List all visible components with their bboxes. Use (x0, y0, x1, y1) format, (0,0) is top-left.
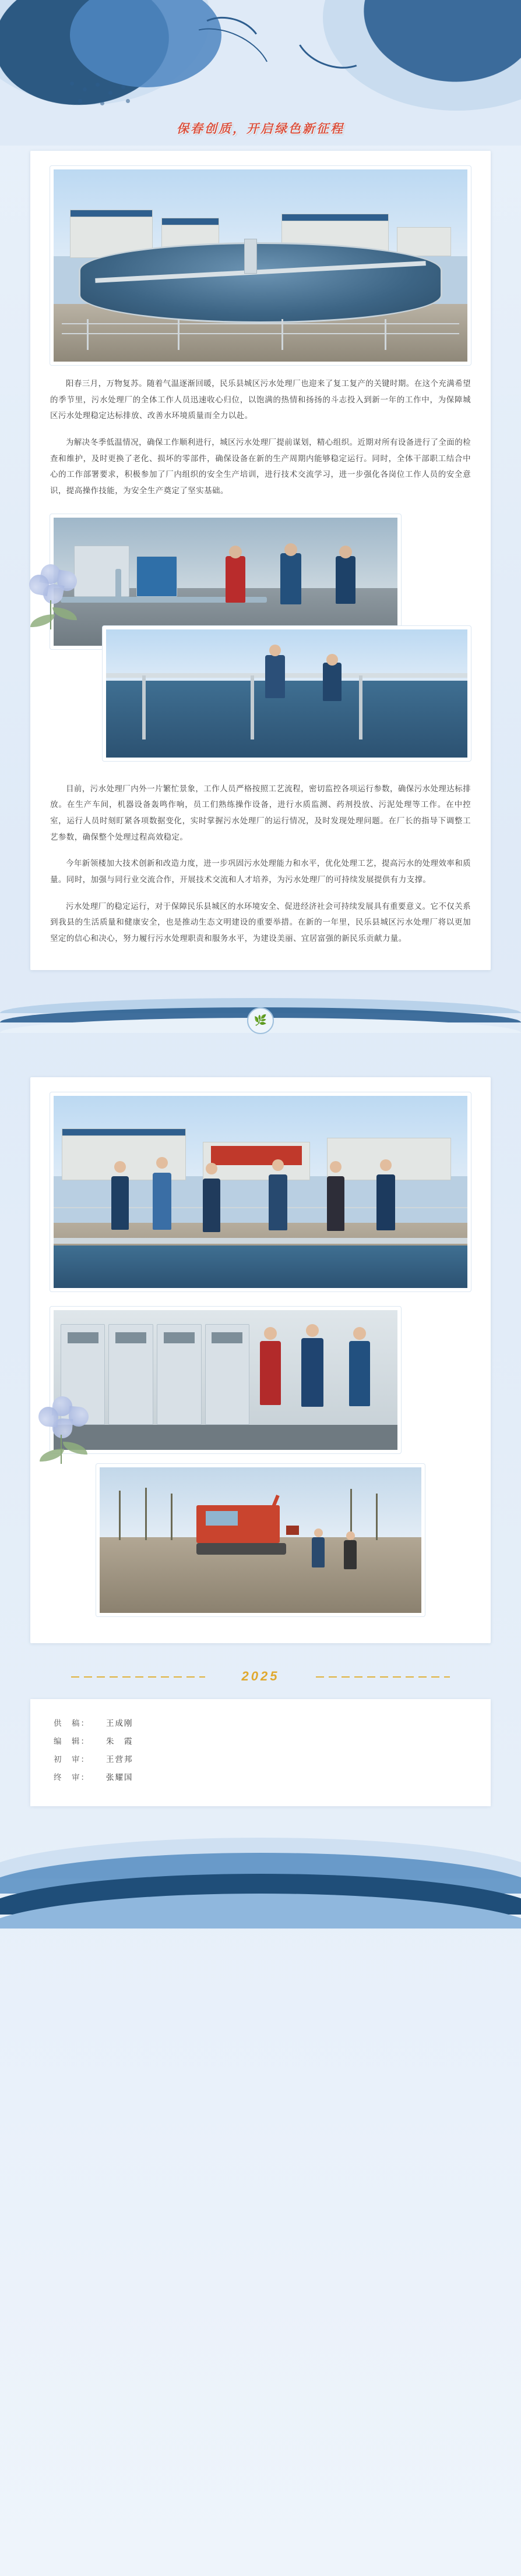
paragraph-1: 阳春三月，万物复苏。随着气温逐渐回暖，民乐县城区污水处理厂也迎来了复工复产的关键时期。在这个充满希望的季节里，污水处理厂的全体工作人员迅速收心归位，以饱满的热情和扬扬的斗志投入到新一年的工作中，为保障城区污水处理稳定达标排放、改善水环境质量而全力以赴。 (50, 379, 471, 420)
article-card-main (30, 151, 491, 970)
credits-block (30, 1699, 491, 1806)
credit-value: 王成刚 (106, 1718, 133, 1728)
credit-value: 王营邦 (106, 1754, 133, 1764)
photo-worker-tank (103, 626, 471, 761)
leaf-icon: 🌿 (247, 1007, 274, 1034)
paragraph-5: 污水处理厂的稳定运行，对于保障民乐县城区的水环境安全、促进经济社会可持续发展具有重要意义。它不仅关系到我县的生活质量和健康安全，也是推动生态文明建设的重要举措。在新的一年里，民乐县城区污水处理厂将以更加坚定的信心和决心，努力履行污水处理职责和服务水平，为建设美丽、宜居富强的新民乐贡献力量。 (50, 901, 471, 943)
credit-value: 张耀国 (106, 1772, 133, 1782)
credit-label: 终 审： (54, 1772, 90, 1782)
decor-flower-icon (27, 558, 97, 628)
decor-flower-icon (37, 1392, 107, 1462)
year-line-left (71, 1676, 205, 1678)
credit-row (54, 1732, 467, 1750)
photo-clarifier (50, 166, 471, 365)
credit-value: 朱 霞 (106, 1736, 133, 1746)
year-text: 2025 (241, 1668, 280, 1683)
decor-dots (70, 82, 140, 111)
page-title-wrap (0, 119, 521, 151)
photo-site-visit (50, 1092, 471, 1291)
footer-decoration (0, 1824, 521, 1929)
section-separator (0, 988, 521, 1057)
credit-label: 供 稿： (54, 1718, 90, 1728)
paragraph-3: 目前，污水处理厂内外一片繁忙景象，工作人员严格按照工艺流程，密切监控各项运行参数，确保污水处理达标排放。在生产车间，机器设备轰鸣作响，员工们熟练操作设备，进行水质监测、药剂投放、污泥处理等工作。在中控室，运行人员时刻盯紧各项数据变化，实时掌握污水处理厂的运行情况，及时发现处理问题。在厂长的指导下调整工艺参数，确保整个处理过程高效稳定。 (50, 784, 471, 841)
credit-label: 初 审： (54, 1754, 90, 1764)
credit-row (54, 1714, 467, 1732)
credit-row (54, 1768, 467, 1786)
gallery-card (30, 1077, 491, 1643)
paragraph-2: 为解决冬季低温情况，确保工作顺利进行，城区污水处理厂提前谋划，精心组织。近期对所有设备进行了全面的检查和维护，及时更换了老化、损坏的零部件，确保设备在新的生产周期内能够稳定运行。同时，全体干部职工结合中心的工作部署要求，积极参加了厂内组织的安全生产培训，进行技术交流学习，进一步强化各岗位工作人员的安全意识，提高操作技能，为安全生产奠定了坚实基础。 (50, 438, 471, 496)
year-marker (30, 1669, 491, 1684)
photo-excavator (96, 1464, 424, 1616)
credit-row (54, 1750, 467, 1768)
credit-label: 编 辑： (54, 1736, 90, 1746)
paragraph-4: 今年新领楼加大技术创新和改造力度，进一步巩固污水处理能力和水平，优化处理工艺，提高污水的处理效率和质量。同时，加强与同行业交流合作，开展技术交流和人才培养，为污水处理厂的可持续发展提供有力支撑。 (50, 859, 471, 884)
year-line-right (316, 1676, 450, 1678)
page-title: 保春创质，开启绿色新征程 (177, 122, 344, 136)
